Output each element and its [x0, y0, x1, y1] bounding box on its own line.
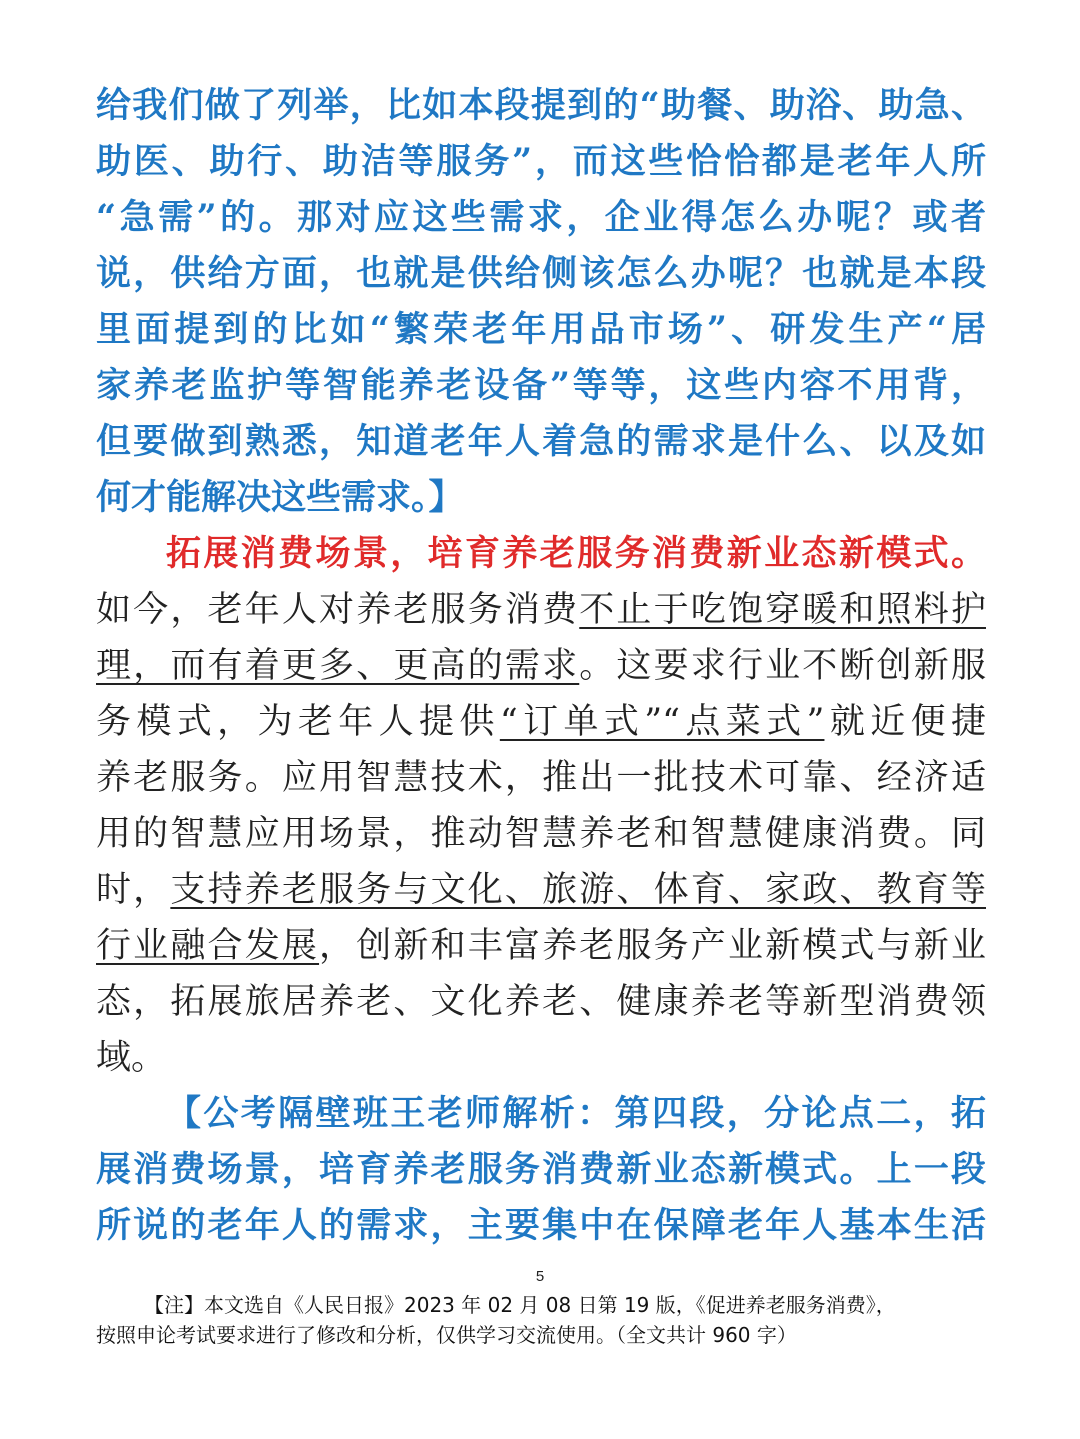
text-line	[96, 638, 986, 694]
analysis-paragraph	[96, 1086, 986, 1254]
text-line: 【公考隔壁班王老师解析：第四段，分论点二，拓	[166, 1093, 986, 1134]
underlined-text: 行业融合发展	[96, 926, 320, 966]
underlined-text: 不止于吃饱穿暖和照料护	[579, 590, 986, 630]
text-line: 域。	[96, 1038, 167, 1078]
text-segment: 如今，老年人对养老服务消费	[96, 590, 580, 630]
text-line: 用的智慧应用场景，推动智慧养老和智慧健康消费。同	[96, 814, 986, 854]
footnote	[96, 1290, 996, 1350]
page-number: 5	[535, 1268, 545, 1285]
text-line: “急需”的。那对应这些需求，企业得怎么办呢？或者	[96, 197, 986, 238]
text-line: 里面提到的比如“繁荣老年用品市场”、研发生产“居	[96, 309, 986, 350]
text-line	[96, 694, 986, 750]
text-line: 养老服务。应用智慧技术，推出一批技术可靠、经济适	[96, 758, 986, 798]
text-line: 但要做到熟悉，知道老年人着急的需求是什么、以及如	[96, 421, 986, 462]
underlined-text: 支持养老服务与文化、旅游、体育、家政、教育等	[170, 870, 986, 910]
text-line	[96, 582, 986, 638]
text-line	[96, 918, 986, 974]
text-segment: 务模式，为老年人提供	[96, 702, 500, 742]
text-segment: 时，	[96, 870, 171, 910]
text-line: 家养老监护等智能养老设备”等等，这些内容不用背，	[96, 365, 986, 406]
text-segment: 就近便捷	[824, 702, 986, 742]
footnote-line: 【注】本文选自《人民日报》2023 年 02 月 08 日第 19 版，《促进养老服务消费》，	[144, 1293, 896, 1317]
text-line: 助医、助行、助洁等服务”，而这些恰恰都是老年人所	[96, 141, 986, 182]
analysis-paragraph-continued	[96, 78, 986, 526]
article-body	[96, 78, 986, 1254]
section-heading: 拓展消费场景，培育养老服务消费新业态新模式。	[166, 533, 986, 574]
text-line: 给我们做了列举，比如本段提到的“助餐、助浴、助急、	[96, 85, 986, 126]
footnote-line: 按照申论考试要求进行了修改和分析，仅供学习交流使用。（全文共计 960 字）	[96, 1323, 797, 1347]
text-line: 展消费场景，培育养老服务消费新业态新模式。上一段	[96, 1149, 986, 1190]
text-line: 所说的老年人的需求，主要集中在保障老年人基本生活	[96, 1205, 986, 1246]
article-paragraph	[96, 582, 986, 1086]
underlined-text: 理，而有着更多、更高的需求	[96, 646, 580, 686]
text-segment: 。这要求行业不断创新服	[579, 646, 986, 686]
underlined-text: “订单式”“点菜式”	[499, 702, 825, 742]
text-line	[96, 862, 986, 918]
text-segment: ，创新和丰富养老服务产业新模式与新业	[319, 926, 986, 966]
text-line: 态，拓展旅居养老、文化养老、健康养老等新型消费领	[96, 982, 986, 1022]
text-line: 何才能解决这些需求。】	[96, 477, 464, 518]
text-line: 说，供给方面，也就是供给侧该怎么办呢？也就是本段	[96, 253, 986, 294]
